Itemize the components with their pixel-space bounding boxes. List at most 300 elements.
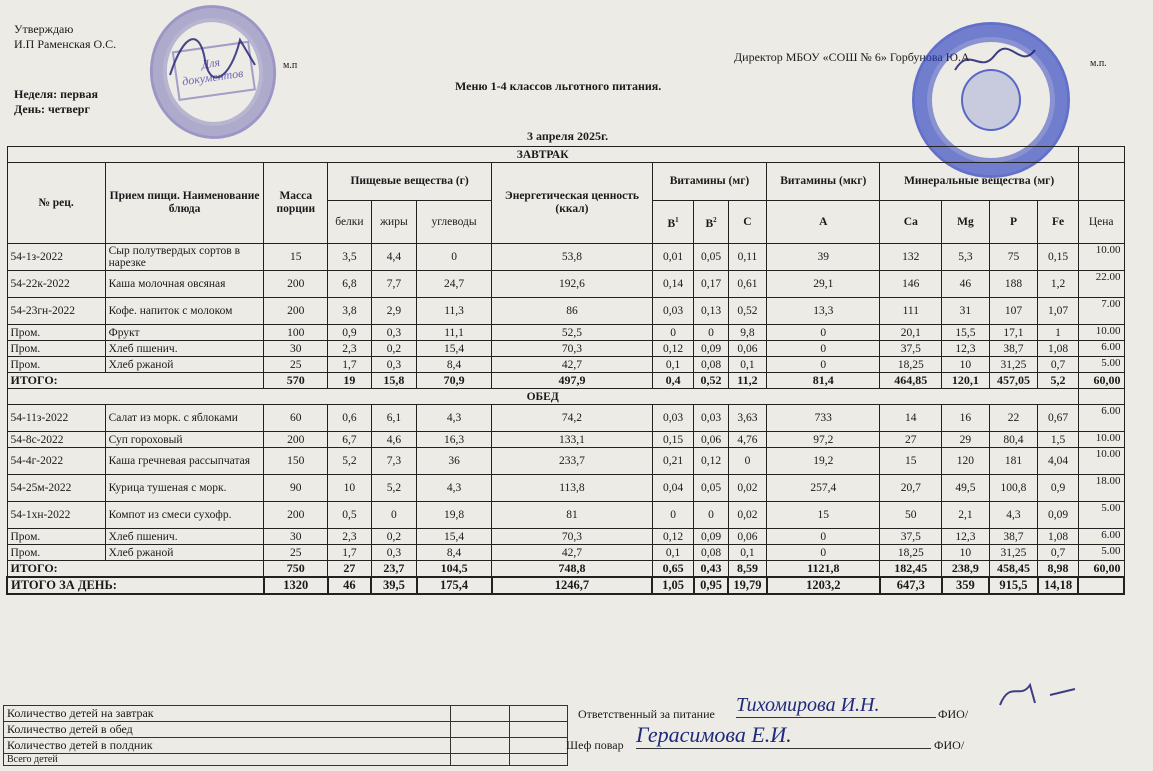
cell-b2: 0,05	[694, 475, 728, 502]
section-label: ОБЕД	[7, 389, 1078, 405]
total-c: 8,59	[728, 561, 766, 578]
chef-label: Шеф повар	[566, 738, 624, 752]
cell-mass: 200	[264, 298, 328, 325]
cell-fats: 7,7	[371, 271, 417, 298]
cell-dish: Хлеб пшенич.	[105, 341, 264, 357]
cell-b2: 0,17	[694, 271, 728, 298]
approve-label: Утверждаю	[14, 22, 74, 36]
cell-ca: 37,5	[880, 341, 942, 357]
total-c: 11,2	[728, 373, 766, 389]
total-b1: 0,4	[652, 373, 693, 389]
cell-price: 6.00	[1078, 529, 1124, 545]
total-b1: 0,65	[652, 561, 693, 578]
cell-b1: 0,14	[652, 271, 693, 298]
cell-ca: 18,25	[880, 545, 942, 561]
cell-price: 18.00	[1078, 475, 1124, 502]
cell-rec: 54-1хн-2022	[7, 502, 105, 529]
cell-b2: 0,13	[694, 298, 728, 325]
cell-proteins: 6,8	[328, 271, 371, 298]
cell-fe: 1,08	[1038, 529, 1079, 545]
col-mass: Масса порции	[264, 163, 328, 244]
mp-right: м.п.	[1090, 58, 1107, 69]
cell-dish: Хлеб ржаной	[105, 357, 264, 373]
col-fe: Fe	[1038, 201, 1079, 244]
col-meal: Прием пищи. Наименование блюда	[105, 163, 264, 244]
col-minerals: Минеральные вещества (мг)	[880, 163, 1078, 201]
total-energy: 748,8	[492, 561, 653, 578]
total-b2: 0,43	[694, 561, 728, 578]
cell-b2: 0,12	[694, 448, 728, 475]
cell-mg: 12,3	[942, 529, 990, 545]
total-carbs: 70,9	[417, 373, 492, 389]
cell-proteins: 1,7	[328, 357, 371, 373]
cell-p: 38,7	[989, 529, 1038, 545]
cell-fe: 4,04	[1038, 448, 1079, 475]
cell-b1: 0,12	[652, 341, 693, 357]
cell-dish: Салат из морк. с яблоками	[105, 405, 264, 432]
cell-b2: 0	[694, 325, 728, 341]
cell-ca: 37,5	[880, 529, 942, 545]
cell-fe: 1	[1038, 325, 1079, 341]
cell-proteins: 3,8	[328, 298, 371, 325]
col-c: С	[728, 201, 766, 244]
cell-a: 733	[767, 405, 880, 432]
total-ca: 647,3	[880, 577, 942, 594]
cell-dish: Курица тушеная с морк.	[105, 475, 264, 502]
col-nutrients: Пищевые вещества (г)	[328, 163, 492, 201]
cell-price: 22.00	[1078, 271, 1124, 298]
col-b1: $В^1$	[652, 201, 693, 244]
col-rec: № рец.	[7, 163, 105, 244]
col-vitamins-mg: Витамины (мг)	[652, 163, 766, 201]
cell-fe: 0,15	[1038, 244, 1079, 271]
cell-fats: 0,2	[371, 529, 417, 545]
total-c: 19,79	[728, 577, 766, 594]
cell-rec: 54-4г-2022	[7, 448, 105, 475]
cell-price: 10.00	[1078, 448, 1124, 475]
cell-b2: 0,08	[694, 357, 728, 373]
cell-rec: 54-23гн-2022	[7, 298, 105, 325]
table-row	[7, 529, 1124, 545]
day-label: День: четверг	[14, 102, 90, 116]
total-mass: 1320	[264, 577, 328, 594]
col-carbs: углеводы	[417, 201, 492, 244]
table-row	[7, 325, 1124, 341]
cell-proteins: 6,7	[328, 432, 371, 448]
cell-ca: 132	[880, 244, 942, 271]
cell-proteins: 0,9	[328, 325, 371, 341]
cell-carbs: 11,1	[417, 325, 492, 341]
cell-dish: Каша молочная овсяная	[105, 271, 264, 298]
cell-b1: 0,1	[652, 357, 693, 373]
table-row	[7, 357, 1124, 373]
cell-proteins: 3,5	[328, 244, 371, 271]
col-mg: Mg	[942, 201, 990, 244]
stamp-text: Для документов	[181, 55, 245, 89]
cell-fats: 0,3	[371, 545, 417, 561]
cell-ca: 20,1	[880, 325, 942, 341]
total-a: 1121,8	[767, 561, 880, 578]
director-line: Директор МБОУ «СОШ № 6» Горбунова Ю.А	[734, 50, 970, 64]
cell-price: 6.00	[1078, 341, 1124, 357]
cell-dish: Хлеб ржаной	[105, 545, 264, 561]
cell-b1: 0,1	[652, 545, 693, 561]
cell-fe: 0,9	[1038, 475, 1079, 502]
cell-carbs: 8,4	[417, 357, 492, 373]
total-mg: 120,1	[942, 373, 990, 389]
cell-ca: 50	[880, 502, 942, 529]
cell-fe: 1,07	[1038, 298, 1079, 325]
cell-a: 97,2	[767, 432, 880, 448]
table-row	[7, 244, 1124, 271]
table-row	[7, 405, 1124, 432]
cell-a: 257,4	[767, 475, 880, 502]
total-mass: 570	[264, 373, 328, 389]
cell-c: 0,06	[728, 341, 766, 357]
cell-proteins: 1,7	[328, 545, 371, 561]
total-fe: 8,98	[1038, 561, 1079, 578]
cell-c: 0,61	[728, 271, 766, 298]
cell-carbs: 11,3	[417, 298, 492, 325]
cell-c: 0,06	[728, 529, 766, 545]
cell-fe: 0,67	[1038, 405, 1079, 432]
menu-table	[6, 146, 1125, 595]
cell-mg: 2,1	[942, 502, 990, 529]
cell-carbs: 15,4	[417, 529, 492, 545]
cell-p: 31,25	[989, 545, 1038, 561]
cell-proteins: 0,5	[328, 502, 371, 529]
cell-b1: 0	[652, 325, 693, 341]
table-row	[7, 432, 1124, 448]
cell-mass: 25	[264, 545, 328, 561]
cell-dish: Каша гречневая рассыпчатая	[105, 448, 264, 475]
total-mg: 359	[942, 577, 990, 594]
cell-a: 29,1	[767, 271, 880, 298]
total-mass: 750	[264, 561, 328, 578]
cell-energy: 233,7	[492, 448, 653, 475]
children-breakfast-value[interactable]	[451, 706, 509, 722]
total-energy: 497,9	[492, 373, 653, 389]
cell-c: 4,76	[728, 432, 766, 448]
cell-mg: 10	[942, 357, 990, 373]
cell-b2: 0,03	[694, 405, 728, 432]
cell-mg: 120	[942, 448, 990, 475]
cell-rec: Пром.	[7, 357, 105, 373]
cell-a: 39	[767, 244, 880, 271]
cell-fats: 2,9	[371, 298, 417, 325]
cell-mg: 49,5	[942, 475, 990, 502]
col-p: P	[989, 201, 1038, 244]
cell-a: 19,2	[767, 448, 880, 475]
cell-carbs: 15,4	[417, 341, 492, 357]
extra-signature	[995, 675, 1085, 715]
cell-fats: 0,3	[371, 357, 417, 373]
breakfast-rows	[7, 244, 1124, 373]
cell-energy: 86	[492, 298, 653, 325]
cell-price: 5.00	[1078, 357, 1124, 373]
total-b2: 0,52	[694, 373, 728, 389]
cell-p: 100,8	[989, 475, 1038, 502]
cell-carbs: 24,7	[417, 271, 492, 298]
cell-mass: 200	[264, 502, 328, 529]
cell-mass: 30	[264, 341, 328, 357]
cell-dish: Компот из смеси сухофр.	[105, 502, 264, 529]
cell-mg: 46	[942, 271, 990, 298]
fio-label-2: ФИО/	[934, 738, 965, 752]
total-proteins: 19	[328, 373, 371, 389]
total-label: ИТОГО ЗА ДЕНЬ:	[7, 577, 264, 594]
cell-fe: 0,7	[1038, 357, 1079, 373]
cell-p: 31,25	[989, 357, 1038, 373]
cell-energy: 42,7	[492, 545, 653, 561]
cell-p: 22	[989, 405, 1038, 432]
cell-rec: 54-25м-2022	[7, 475, 105, 502]
children-snack-value[interactable]	[451, 738, 509, 754]
cell-c: 0,1	[728, 357, 766, 373]
cell-a: 0	[767, 325, 880, 341]
total-price: 60,00	[1078, 561, 1124, 578]
cell-ca: 15	[880, 448, 942, 475]
cell-proteins: 0,6	[328, 405, 371, 432]
cell-energy: 53,8	[492, 244, 653, 271]
fio-label-1: ФИО/	[938, 707, 969, 721]
cell-ca: 20,7	[880, 475, 942, 502]
cell-p: 4,3	[989, 502, 1038, 529]
cell-rec: Пром.	[7, 529, 105, 545]
section-lunch	[7, 389, 1124, 405]
cell-energy: 81	[492, 502, 653, 529]
cell-fe: 1,5	[1038, 432, 1079, 448]
cell-fats: 4,6	[371, 432, 417, 448]
cell-p: 181	[989, 448, 1038, 475]
cell-fats: 6,1	[371, 405, 417, 432]
cell-a: 0	[767, 357, 880, 373]
col-ca: Са	[880, 201, 942, 244]
cell-mass: 100	[264, 325, 328, 341]
cell-price: 7.00	[1078, 298, 1124, 325]
cell-ca: 14	[880, 405, 942, 432]
cell-a: 0	[767, 341, 880, 357]
cell-carbs: 19,8	[417, 502, 492, 529]
cell-dish: Суп гороховый	[105, 432, 264, 448]
cell-mass: 30	[264, 529, 328, 545]
cell-mg: 12,3	[942, 341, 990, 357]
cell-energy: 192,6	[492, 271, 653, 298]
cell-mass: 60	[264, 405, 328, 432]
cell-b1: 0,15	[652, 432, 693, 448]
cell-mg: 16	[942, 405, 990, 432]
cell-b1: 0,01	[652, 244, 693, 271]
total-mg: 238,9	[942, 561, 990, 578]
total-energy: 1246,7	[492, 577, 653, 594]
total-fats: 39,5	[371, 577, 417, 594]
cell-energy: 133,1	[492, 432, 653, 448]
menu-date: 3 апреля 2025г.	[527, 129, 609, 143]
cell-rec: Пром.	[7, 325, 105, 341]
cell-energy: 42,7	[492, 357, 653, 373]
responsible-signature: Тихомирова И.Н.	[736, 693, 936, 718]
week-label: Неделя: первая	[14, 87, 99, 101]
table-row	[7, 502, 1124, 529]
cell-rec: 54-22к-2022	[7, 271, 105, 298]
cell-energy: 74,2	[492, 405, 653, 432]
chef-signature: Герасимова Е.И.	[636, 722, 931, 749]
cell-dish: Кофе. напиток с молоком	[105, 298, 264, 325]
total-ca: 182,45	[880, 561, 942, 578]
cell-price: 5.00	[1078, 502, 1124, 529]
table-row	[7, 298, 1124, 325]
cell-c: 3,63	[728, 405, 766, 432]
total-label: ИТОГО:	[7, 561, 264, 578]
cell-ca: 27	[880, 432, 942, 448]
col-fats: жиры	[371, 201, 417, 244]
cell-mg: 15,5	[942, 325, 990, 341]
cell-energy: 70,3	[492, 529, 653, 545]
total-p: 915,5	[989, 577, 1038, 594]
cell-b1: 0,03	[652, 405, 693, 432]
total-fe: 14,18	[1038, 577, 1079, 594]
cell-b1: 0,04	[652, 475, 693, 502]
cell-fats: 4,4	[371, 244, 417, 271]
table-row	[7, 448, 1124, 475]
total-p: 458,45	[989, 561, 1038, 578]
breakfast-total-row	[7, 373, 1124, 389]
section-label: ЗАВТРАК	[7, 147, 1078, 163]
cell-c: 0,02	[728, 502, 766, 529]
cell-fe: 0,09	[1038, 502, 1079, 529]
cell-a: 13,3	[767, 298, 880, 325]
total-b1: 1,05	[652, 577, 693, 594]
cell-proteins: 5,2	[328, 448, 371, 475]
col-vitamins-mkg: Витамины (мкг)	[767, 163, 880, 201]
cell-p: 17,1	[989, 325, 1038, 341]
cell-carbs: 4,3	[417, 405, 492, 432]
total-carbs: 175,4	[417, 577, 492, 594]
table-row	[7, 341, 1124, 357]
cell-b2: 0,08	[694, 545, 728, 561]
total-ca: 464,85	[880, 373, 942, 389]
cell-fe: 1,2	[1038, 271, 1079, 298]
cell-mass: 15	[264, 244, 328, 271]
cell-p: 107	[989, 298, 1038, 325]
approver-signature	[160, 20, 270, 90]
cell-b2: 0,06	[694, 432, 728, 448]
total-a: 81,4	[767, 373, 880, 389]
total-fats: 23,7	[371, 561, 417, 578]
table-row	[7, 545, 1124, 561]
cell-carbs: 0	[417, 244, 492, 271]
cell-fats: 5,2	[371, 475, 417, 502]
col-energy: Энергетическая ценность (ккал)	[492, 163, 653, 244]
cell-mass: 90	[264, 475, 328, 502]
cell-carbs: 4,3	[417, 475, 492, 502]
cell-proteins: 2,3	[328, 529, 371, 545]
mp-left: м.п	[283, 60, 298, 71]
total-p: 457,05	[989, 373, 1038, 389]
children-total: Всего детей	[4, 754, 451, 766]
cell-b2: 0,09	[694, 341, 728, 357]
table-row	[7, 475, 1124, 502]
cell-ca: 111	[880, 298, 942, 325]
col-price: Цена	[1078, 201, 1124, 244]
day-total-row	[7, 577, 1124, 594]
cell-mg: 31	[942, 298, 990, 325]
cell-rec: Пром.	[7, 341, 105, 357]
total-carbs: 104,5	[417, 561, 492, 578]
cell-a: 15	[767, 502, 880, 529]
cell-mass: 25	[264, 357, 328, 373]
cell-price: 10.00	[1078, 432, 1124, 448]
cell-a: 0	[767, 529, 880, 545]
cell-price: 6.00	[1078, 405, 1124, 432]
total-b2: 0,95	[694, 577, 728, 594]
cell-c: 0,52	[728, 298, 766, 325]
cell-dish: Хлеб пшенич.	[105, 529, 264, 545]
cell-c: 0,02	[728, 475, 766, 502]
cell-rec: 54-11з-2022	[7, 405, 105, 432]
cell-mass: 200	[264, 271, 328, 298]
children-lunch: Количество детей в обед	[4, 722, 451, 738]
total-a: 1203,2	[767, 577, 880, 594]
cell-proteins: 10	[328, 475, 371, 502]
cell-energy: 70,3	[492, 341, 653, 357]
cell-carbs: 36	[417, 448, 492, 475]
cell-b2: 0	[694, 502, 728, 529]
cell-a: 0	[767, 545, 880, 561]
cell-ca: 18,25	[880, 357, 942, 373]
total-proteins: 27	[328, 561, 371, 578]
cell-p: 75	[989, 244, 1038, 271]
cell-proteins: 2,3	[328, 341, 371, 357]
cell-carbs: 16,3	[417, 432, 492, 448]
cell-b1: 0,21	[652, 448, 693, 475]
cell-rec: 54-1з-2022	[7, 244, 105, 271]
cell-rec: Пром.	[7, 545, 105, 561]
cell-fats: 0,3	[371, 325, 417, 341]
approver-name: И.П Раменская О.С.	[14, 37, 117, 51]
cell-b2: 0,09	[694, 529, 728, 545]
cell-price: 10.00	[1078, 244, 1124, 271]
total-price: 60,00	[1078, 373, 1124, 389]
children-count-table	[3, 705, 568, 766]
total-fats: 15,8	[371, 373, 417, 389]
cell-fe: 1,08	[1038, 341, 1079, 357]
cell-c: 9,8	[728, 325, 766, 341]
cell-energy: 113,8	[492, 475, 653, 502]
cell-mass: 150	[264, 448, 328, 475]
table-row	[7, 271, 1124, 298]
cell-p: 80,4	[989, 432, 1038, 448]
total-proteins: 46	[328, 577, 371, 594]
cell-mg: 5,3	[942, 244, 990, 271]
cell-b1: 0	[652, 502, 693, 529]
total-label: ИТОГО:	[7, 373, 264, 389]
cell-b1: 0,12	[652, 529, 693, 545]
cell-fe: 0,7	[1038, 545, 1079, 561]
cell-dish: Сыр полутвердых сортов в нарезке	[105, 244, 264, 271]
cell-energy: 52,5	[492, 325, 653, 341]
cell-b2: 0,05	[694, 244, 728, 271]
children-lunch-value[interactable]	[451, 722, 509, 738]
cell-fats: 0,2	[371, 341, 417, 357]
cell-mass: 200	[264, 432, 328, 448]
children-breakfast: Количество детей на завтрак	[4, 706, 451, 722]
cell-mg: 10	[942, 545, 990, 561]
col-b2: $В^2$	[694, 201, 728, 244]
cell-b1: 0,03	[652, 298, 693, 325]
cell-ca: 146	[880, 271, 942, 298]
cell-c: 0,11	[728, 244, 766, 271]
